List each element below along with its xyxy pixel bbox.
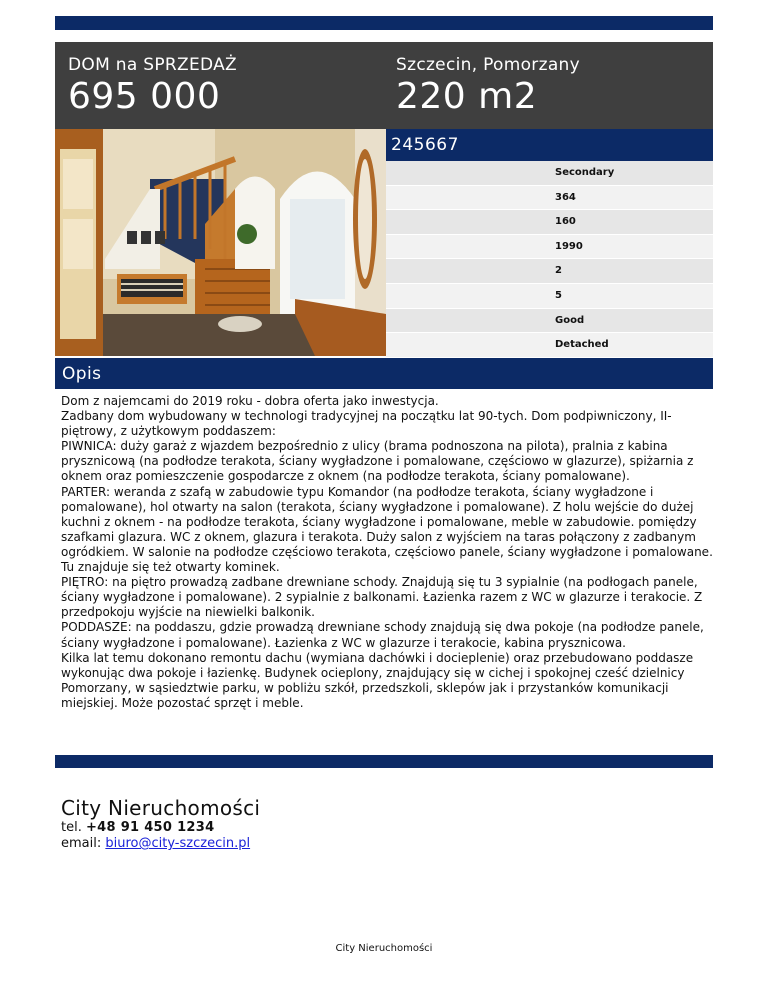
param-row bbox=[386, 259, 713, 284]
param-value: Detached bbox=[555, 339, 609, 351]
property-photo-image bbox=[55, 129, 386, 356]
param-row bbox=[386, 161, 713, 186]
contact-phone bbox=[61, 820, 214, 835]
param-value: 364 bbox=[555, 191, 576, 203]
param-value: Good bbox=[555, 314, 585, 326]
phone-label: tel. bbox=[61, 820, 82, 835]
description-body bbox=[61, 394, 713, 711]
page-footer: City Nieruchomości bbox=[335, 943, 433, 954]
param-value: 1990 bbox=[555, 240, 583, 252]
param-row bbox=[386, 309, 713, 334]
param-value: 2 bbox=[555, 265, 562, 277]
bottom-accent-bar bbox=[55, 755, 713, 768]
param-value: 160 bbox=[555, 216, 576, 228]
param-row bbox=[386, 284, 713, 309]
param-row bbox=[386, 186, 713, 211]
listing-type: DOM na SPRZEDAŻ bbox=[68, 55, 237, 75]
param-value: 5 bbox=[555, 289, 562, 301]
description-paragraph: Dom z najemcami do 2019 roku - dobra oferta jako inwestycja. bbox=[61, 394, 439, 408]
top-accent-bar bbox=[55, 16, 713, 30]
phone-number: +48 91 450 1234 bbox=[85, 820, 215, 835]
offer-id: 245667 bbox=[391, 135, 459, 155]
param-row bbox=[386, 333, 713, 358]
param-row bbox=[386, 210, 713, 235]
email-label: email: bbox=[61, 836, 102, 851]
offer-id-bar bbox=[386, 129, 713, 161]
description-heading: Opis bbox=[62, 364, 102, 384]
property-photo bbox=[55, 129, 386, 356]
description-paragraph: Zadbany dom wybudowany w technologi tradycyjnej na początku lat 90-tych. Dom podpiwniczony, II-piętrowy, z użytkowym poddaszem: bbox=[61, 409, 672, 439]
param-row bbox=[386, 235, 713, 260]
description-paragraph: PIĘTRO: na piętro prowadzą zadbane drewniane schody. Znajdują się tu 3 sypialnie (na podłogach panele, ściany wygładzone i pomalowane). 2 sypialnie z balkonami. Łazienka razem z WC w glazurze i terakocie. Z przedpokoju wyjście na niewielki balkonik. bbox=[61, 575, 703, 620]
description-heading-bar bbox=[55, 358, 713, 389]
description-paragraph: Kilka lat temu dokonano remontu dachu (wymiana dachówki i docieplenie) oraz przebudowano poddasze wykonując dwa pokoje i łazienkę. Budynek ocieplony, znajdujący się w cichej i spokojnej cześć dzielnicy Pomorzany, w sąsiedztwie parku, w pobliżu szkół, przedszkoli, sklepów jak i przystanków komunikacji miejskiej. Może pozostać sprzęt i meble. bbox=[61, 650, 694, 710]
listing-area: 220 m2 bbox=[396, 76, 538, 117]
listing-price: 695 000 bbox=[68, 76, 221, 117]
description-paragraph: PIWNICA: duży garaż z wjazdem bezpośrednio z ulicy (brama podnoszona na pilota), pralnia z kabina prysznicową (na podłodze terakota, ściany wygładzone i pomalowane, częściowo w glazurze), spiżarnia z oknem oraz pomieszczenie gospodarcze z oknem (na podłodze terakota, ściany pomalowane). bbox=[61, 439, 694, 484]
contact-email bbox=[61, 836, 250, 851]
listing-header bbox=[55, 42, 713, 129]
company-name: City Nieruchomości bbox=[61, 796, 261, 820]
params-table bbox=[386, 161, 713, 358]
listing-location: Szczecin, Pomorzany bbox=[396, 55, 580, 75]
email-link[interactable]: biuro@city-szczecin.pl bbox=[105, 836, 251, 851]
description-paragraph: PARTER: weranda z szafą w zabudowie typu Komandor (na podłodze terakota, ściany wygładzone i pomalowane), hol otwarty na salon (terakota, ściany wygładzone i pomalowane). Z holu wejście do dużej kuchni z oknem - na podłodze terakota, ściany wygładzone i pomalowane, meble w zabudowie. pomiędzy szafkami glazura. WC z oknem, glazura i terakota. Duży salon z wyjściem na taras połączony z zadbanym ogródkiem. W salonie na podłodze częściowo terakota, częściowo panele, ściany wygładzone i pomalowane. Tu znajduje się też otwarty kominek. bbox=[61, 484, 713, 575]
param-value: Secondary bbox=[555, 167, 615, 178]
description-paragraph: PODDASZE: na poddaszu, gdzie prowadzą drewniane schody znajdują się dwa pokoje (na podłodze panele, ściany wygładzone i pomalowane). Łazienka z WC w glazurze i terakocie, kabina prysznicowa. bbox=[61, 620, 704, 650]
